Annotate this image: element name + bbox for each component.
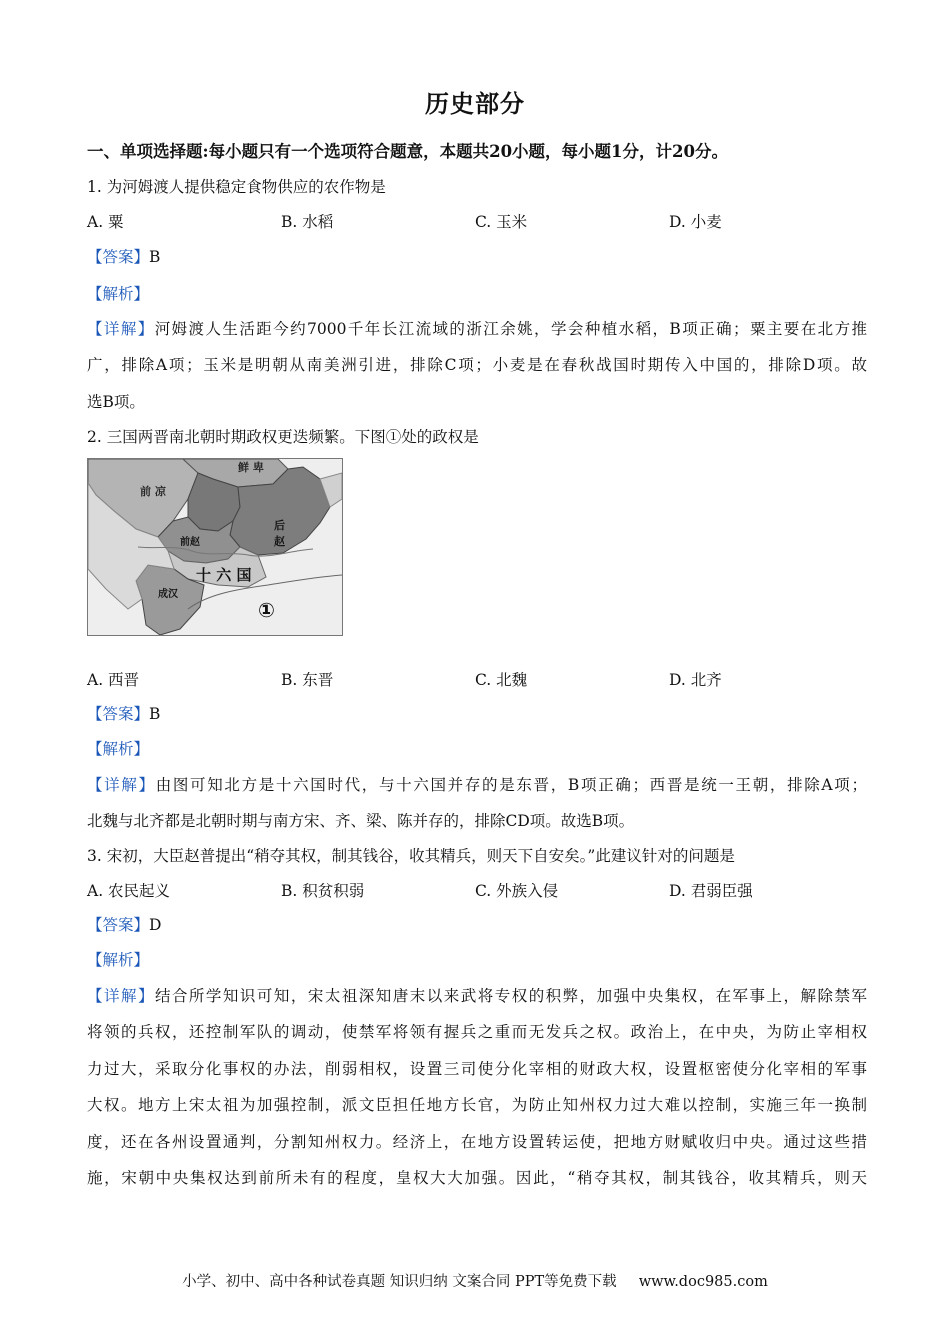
map-label-sixteen-kingdoms: 十 六 国 bbox=[196, 566, 252, 584]
question-3-option-d: D. 君弱臣强 bbox=[669, 882, 753, 900]
question-2-option-d: D. 北齐 bbox=[669, 671, 722, 689]
answer-label: 【答案】 bbox=[87, 705, 150, 723]
question-2-detail-line-1: 【详解】由图可知北方是十六国时代，与十六国并存的是东晋，B项正确；西晋是统一王朝，排除A项； bbox=[87, 776, 867, 794]
question-2-options bbox=[87, 669, 867, 691]
question-1-analysis-label: 【解析】 bbox=[87, 285, 150, 303]
question-3-option-b: B. 积贫积弱 bbox=[281, 882, 365, 900]
question-1-detail-line-2: 广，排除A项；玉米是明朝从南美洲引进，排除C项；小麦是在春秋战国时期传入中国的，排除D项。故 bbox=[87, 356, 867, 374]
map-label-former-zhao: 前赵 bbox=[180, 537, 200, 548]
question-3-answer: D bbox=[149, 916, 162, 934]
map-label-later-1: 后 bbox=[274, 519, 285, 532]
question-1-answer-line bbox=[87, 246, 867, 268]
detail-label: 【详解】 bbox=[87, 776, 156, 794]
question-2-answer: B bbox=[149, 705, 161, 723]
answer-label: 【答案】 bbox=[87, 916, 150, 934]
question-2-option-b: B. 东晋 bbox=[281, 671, 334, 689]
detail-label: 【详解】 bbox=[87, 987, 155, 1005]
question-1-detail-line-3: 选B项。 bbox=[87, 393, 145, 411]
map-label-cheng-han: 成汉 bbox=[158, 589, 178, 600]
question-2-stem: 2. 三国两晋南北朝时期政权更迭频繁。下图①处的政权是 bbox=[87, 428, 479, 446]
question-3-answer-line bbox=[87, 914, 867, 936]
question-3-detail-line-6: 施，宋朝中央集权达到前所未有的程度，皇权大大加强。因此，“稍夺其权，制其钱谷，收其精兵，则天 bbox=[87, 1169, 867, 1187]
detail-label: 【详解】 bbox=[87, 320, 155, 338]
map-graphic bbox=[88, 459, 342, 635]
question-3-detail-line-1: 【详解】结合所学知识可知，宋太祖深知唐末以来武将专权的积弊，加强中央集权，在军事上，解除禁军 bbox=[87, 987, 867, 1005]
question-1-option-c: C. 玉米 bbox=[475, 213, 528, 231]
sixteen-kingdoms-map bbox=[87, 458, 343, 636]
footer-text: 小学、初中、高中各种试卷真题 知识归纳 文案合同 PPT等免费下载 bbox=[182, 1274, 617, 1290]
footer-url-link[interactable]: www.doc985.com bbox=[638, 1274, 768, 1290]
page-title: 历史部分 bbox=[425, 89, 525, 118]
question-3-detail-line-5: 度，还在各州设置通判，分割知州权力。经济上，在地方设置转运使，把地方财赋收归中央。通过这些措 bbox=[87, 1133, 867, 1151]
page-footer bbox=[0, 1270, 950, 1291]
question-3-option-c: C. 外族入侵 bbox=[475, 882, 559, 900]
question-2-answer-line bbox=[87, 703, 867, 725]
question-1-options bbox=[87, 211, 867, 233]
question-2-option-a: A. 西晋 bbox=[87, 671, 140, 689]
question-3-options bbox=[87, 880, 867, 902]
map-label-former-liang: 前 凉 bbox=[140, 485, 166, 498]
question-3-detail-line-2: 将领的兵权，还控制军队的调动，使禁军将领有握兵之重而无发兵之权。政治上，在中央，为防止宰相权 bbox=[87, 1023, 867, 1041]
question-3-detail-line-3: 力过大，采取分化事权的办法，削弱相权，设置三司使分化宰相的财政大权，设置枢密使分化宰相的军事 bbox=[87, 1060, 867, 1078]
question-2-detail-line-2: 北魏与北齐都是北朝时期与南方宋、齐、梁、陈并存的，排除CD项。故选B项。 bbox=[87, 812, 635, 830]
question-1-option-a: A. 粟 bbox=[87, 213, 124, 231]
question-2-analysis-label: 【解析】 bbox=[87, 740, 150, 758]
map-label-circle-one: ① bbox=[258, 598, 275, 622]
question-3-option-a: A. 农民起义 bbox=[87, 882, 171, 900]
question-1-stem: 1. 为河姆渡人提供稳定食物供应的农作物是 bbox=[87, 178, 386, 196]
question-3-stem: 3. 宋初，大臣赵普提出“稍夺其权，制其钱谷，收其精兵，则天下自安矣。”此建议针对的问题是 bbox=[87, 847, 735, 865]
question-3-analysis-label: 【解析】 bbox=[87, 951, 150, 969]
question-1-detail-line-1: 【详解】河姆渡人生活距今约7000千年长江流域的浙江余姚，学会种植水稻，B项正确；粟主要在北方推 bbox=[87, 320, 867, 338]
question-3-detail-line-4: 大权。地方上宋太祖为加强控制，派文臣担任地方长官，为防止知州权力过大难以控制，实施三年一换制 bbox=[87, 1096, 867, 1114]
section-heading: 一、单项选择题:每小题只有一个选项符合题意，本题共20小题，每小题1分，计20分。 bbox=[87, 142, 728, 161]
question-2-option-c: C. 北魏 bbox=[475, 671, 528, 689]
answer-label: 【答案】 bbox=[87, 248, 150, 266]
question-1-option-d: D. 小麦 bbox=[669, 213, 722, 231]
question-1-option-b: B. 水稻 bbox=[281, 213, 334, 231]
map-label-xianbei: 鲜 卑 bbox=[238, 461, 264, 474]
map-label-later-2: 赵 bbox=[274, 535, 285, 548]
question-1-answer: B bbox=[149, 248, 161, 266]
